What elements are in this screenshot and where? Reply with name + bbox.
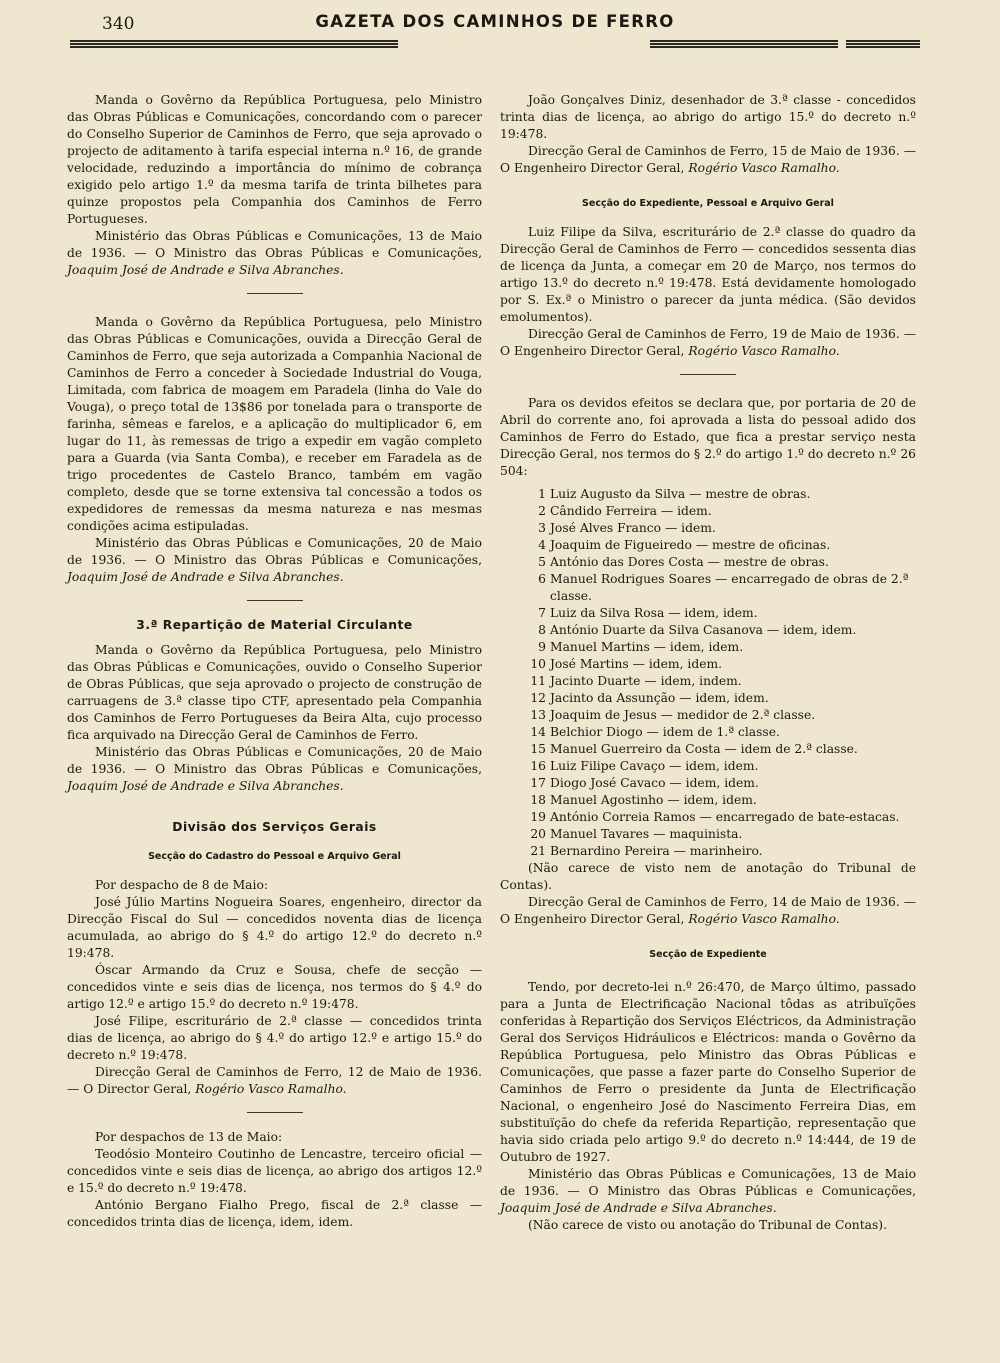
publication-title: GAZETA DOS CAMINHOS DE FERRO (315, 12, 675, 31)
article-paragraph: Direcção Geral de Caminhos de Ferro, 19 de Maio de 1936. — O Engenheiro Director Geral, Rogério Vasco Ramalho. (500, 327, 916, 358)
list-item: 11 Jacinto Duarte — idem, indem. (530, 674, 742, 688)
article-paragraph: Ministério das Obras Públicas e Comunicações, 20 de Maio de 1936. — O Ministro das Obras Públicas e Comunicações, Joaquim José de Andrade e Silva Abranches. (67, 745, 482, 793)
list-item: 6 Manuel Rodrigues Soares — encarregado de obras de 2.ª classe. (538, 572, 909, 603)
section-divider (247, 600, 303, 601)
right-column (500, 92, 916, 1234)
list-item: 1 Luiz Augusto da Silva — mestre de obras. (538, 487, 811, 501)
article-paragraph: Direcção Geral de Caminhos de Ferro, 14 de Maio de 1936. — O Engenheiro Director Geral, Rogério Vasco Ramalho. (500, 895, 916, 926)
article-paragraph: Luiz Filipe da Silva, escriturário de 2.ª classe do quadro da Direcção Geral de Caminhos de Ferro — concedidos sessenta dias de licença da Junta, a começar em 20 de Março, nos termos do artigo 13.º do decreto n.º 19:478. Está devidamente homologado por S. Ex.ª o Ministro o parecer da junta médica. (São devidos emolumentos). (500, 225, 916, 324)
list-item: 21 Bernardino Pereira — marinheiro. (530, 844, 763, 858)
page-header (70, 12, 920, 36)
article-paragraph: José Júlio Martins Nogueira Soares, engenheiro, director da Direcção Fiscal do Sul — concedidos noventa dias de licença acumulada, ao abrigo do § 4.º do artigo 12.º do decreto n.º 19:478. (67, 895, 482, 960)
list-item: 17 Diogo José Cavaco — idem, idem. (530, 776, 759, 790)
article-paragraph: (Não carece de visto ou anotação do Tribunal de Contas). (528, 1218, 887, 1232)
list-item: 5 António das Dores Costa — mestre de obras. (538, 555, 829, 569)
signature: Joaquim José de Andrade e Silva Abranches. (500, 1201, 777, 1215)
section-heading: Divisão dos Serviços Gerais (172, 820, 377, 834)
article-paragraph: Manda o Govêrno da República Portuguesa, pelo Ministro das Obras Públicas e Comunicações, ouvida a Direcção Geral de Caminhos de Ferro, que seja autorizada a Companhia Nacional de Caminhos de Ferro a conceder à Sociedade Industrial do Vouga, Limitada, com fabrica de moagem em Paradela (linha do Vale do Vouga), o preço total de 13$86 por tonelada para o transporte de farinha, sêmeas e farelos, e a aplicação do multiplicador 6, em lugar do 11, às remessas de trigo a expedir em vagão completo para a Guarda (via Santa Comba), e receber em Faradela as de trigo procedentes de Castelo Branco, também em vagão completo, desde que se torne extensiva tal concessão a todos os expedidores de remessas da mesma natureza e nas mesmas condições acima estipuladas. (67, 315, 482, 533)
article-paragraph: Tendo, por decreto-lei n.º 26:470, de Março último, passado para a Junta de Electrificação Nacional tôdas as atribuïções conferidas à Repartição dos Serviços Eléctricos, da Administração Geral dos Serviços Hidráulicos e Eléctricos: manda o Govêrno da República Portuguesa, pelo Ministro das Obras Públicas e Comunicações, que passe a fazer parte do Conselho Superior de Caminhos de Ferro o presidente da Junta de Electrificação Nacional, o engenheiro José do Nascimento Ferreira Dias, em substituïção do chefe da referida Repartição, representação que havia sido criada pelo artigo 9.º do decreto n.º 14:444, de 19 de Outubro de 1927. (500, 980, 916, 1164)
signature: Rogério Vasco Ramalho. (195, 1082, 347, 1096)
personnel-list (500, 486, 916, 860)
list-item: 16 Luiz Filipe Cavaço — idem, idem. (530, 759, 759, 773)
signature: Rogério Vasco Ramalho. (688, 161, 840, 175)
page-number: 340 (102, 14, 135, 34)
article-paragraph: Ministério das Obras Públicas e Comunicações, 13 de Maio de 1936. — O Ministro das Obras Públicas e Comunicações, Joaquim José de Andrade e Silva Abranches. (500, 1167, 916, 1215)
article-paragraph: Para os devidos efeitos se declara que, por portaria de 20 de Abril do corrente ano, foi aprovada a lista do pessoal adido dos Caminhos de Ferro do Estado, que fica a prestar serviço nesta Direcção Geral, nos termos do § 2.º do artigo 1.º do decreto n.º 26 504: (500, 396, 916, 478)
list-item: 14 Belchior Diogo — idem de 1.ª classe. (530, 725, 780, 739)
section-heading: 3.ª Repartição de Material Circulante (136, 618, 413, 632)
list-item: 13 Joaquim de Jesus — medidor de 2.ª classe. (530, 708, 816, 722)
list-item: 8 António Duarte da Silva Casanova — idem, idem. (538, 623, 857, 637)
signature: Rogério Vasco Ramalho. (688, 912, 840, 926)
article-paragraph: Teodósio Monteiro Coutinho de Lencastre, terceiro oficial — concedidos vinte e seis dias de licença, ao abrigo dos artigos 12.º e 15.º do decreto n.º 19:478. (67, 1147, 482, 1195)
signature: Rogério Vasco Ramalho. (688, 344, 840, 358)
list-item: 2 Cândido Ferreira — idem. (538, 504, 712, 518)
article-paragraph: Manda o Govêrno da República Portuguesa, pelo Ministro das Obras Públicas e Comunicações, concordando com o parecer do Conselho Superior de Caminhos de Ferro, que seja aprovado o projecto de aditamento à tarifa especial interna n.º 16, de grande velocidade, reduzindo a importância do mínimo de cobrança exigido pelo artigo 1.º da mesma tarifa de trinta bilhetes para quinze propostos pela Companhia dos Caminhos de Ferro Portugueses. (67, 93, 482, 226)
list-item: 9 Manuel Martins — idem, idem. (538, 640, 744, 654)
list-item: 7 Luiz da Silva Rosa — idem, idem. (538, 606, 758, 620)
section-divider (247, 1112, 303, 1113)
article-paragraph: Direcção Geral de Caminhos de Ferro, 12 de Maio de 1936. — O Director Geral, Rogério Vasco Ramalho. (67, 1065, 482, 1096)
list-item: 10 José Martins — idem, idem. (530, 657, 723, 671)
list-item: 19 António Correia Ramos — encarregado de bate-estacas. (530, 810, 900, 824)
signature: Joaquim José de Andrade e Silva Abranches. (67, 570, 344, 584)
header-rule-right (650, 40, 838, 48)
list-item: 20 Manuel Tavares — maquinista. (530, 827, 743, 841)
header-rule-far-right (846, 40, 920, 48)
article-paragraph: Por despacho de 8 de Maio: (95, 878, 268, 892)
article-paragraph: Ministério das Obras Públicas e Comunicações, 20 de Maio de 1936. — O Ministro das Obras Públicas e Comunicações, Joaquim José de Andrade e Silva Abranches. (67, 536, 482, 584)
article-paragraph: António Bergano Fialho Prego, fiscal de 2.ª classe — concedidos trinta dias de licença, idem, idem. (67, 1198, 482, 1229)
subsection-heading: Secção do Expediente, Pessoal e Arquivo Geral (582, 198, 834, 209)
list-item: 4 Joaquim de Figueiredo — mestre de oficinas. (538, 538, 831, 552)
section-divider (247, 293, 303, 294)
article-paragraph: Ministério das Obras Públicas e Comunicações, 13 de Maio de 1936. — O Ministro das Obras Públicas e Comunicações, Joaquim José de Andrade e Silva Abranches. (67, 229, 482, 277)
article-paragraph: José Filipe, escriturário de 2.ª classe — concedidos trinta dias de licença, ao abrigo do § 4.º do artigo 12.º e artigo 15.º do decreto n.º 19:478. (67, 1014, 482, 1062)
article-paragraph: (Não carece de visto nem de anotação do Tribunal de Contas). (500, 861, 916, 892)
article-paragraph: Óscar Armando da Cruz e Sousa, chefe de secção — concedidos vinte e seis dias de licença, nos termos do § 4.º do artigo 12.º e artigo 15.º do decreto n.º 19:478. (67, 963, 482, 1011)
article-paragraph: João Gonçalves Diniz, desenhador de 3.ª classe - concedidos trinta dias de licença, ao abrigo do artigo 15.º do decreto n.º 19:478. (500, 93, 916, 141)
section-divider (680, 374, 736, 375)
left-column (67, 92, 482, 1231)
list-item: 12 Jacinto da Assunção — idem, idem. (530, 691, 769, 705)
article-paragraph: Por despachos de 13 de Maio: (95, 1130, 283, 1144)
article-paragraph: Manda o Govêrno da República Portuguesa, pelo Ministro das Obras Públicas e Comunicações, ouvido o Conselho Superior de Obras Públicas, que seja aprovado o projecto de construção de carruagens de 3.ª classe tipo CTF, apresentado pela Companhia dos Caminhos de Ferro Portugueses da Beira Alta, cujo processo fica arquivado na Direcção Geral de Caminhos de Ferro. (67, 643, 482, 742)
signature: Joaquim José de Andrade e Silva Abranches. (67, 779, 344, 793)
signature: Joaquim José de Andrade e Silva Abranches. (67, 263, 344, 277)
list-item: 15 Manuel Guerreiro da Costa — idem de 2.ª classe. (530, 742, 858, 756)
subsection-heading: Secção do Cadastro do Pessoal e Arquivo Geral (148, 851, 401, 862)
subsection-heading: Secção de Expediente (649, 949, 767, 960)
list-item: 18 Manuel Agostinho — idem, idem. (530, 793, 757, 807)
list-item: 3 José Alves Franco — idem. (538, 521, 716, 535)
header-rule-left (70, 40, 398, 48)
article-paragraph: Direcção Geral de Caminhos de Ferro, 15 de Maio de 1936. — O Engenheiro Director Geral, Rogério Vasco Ramalho. (500, 144, 916, 175)
